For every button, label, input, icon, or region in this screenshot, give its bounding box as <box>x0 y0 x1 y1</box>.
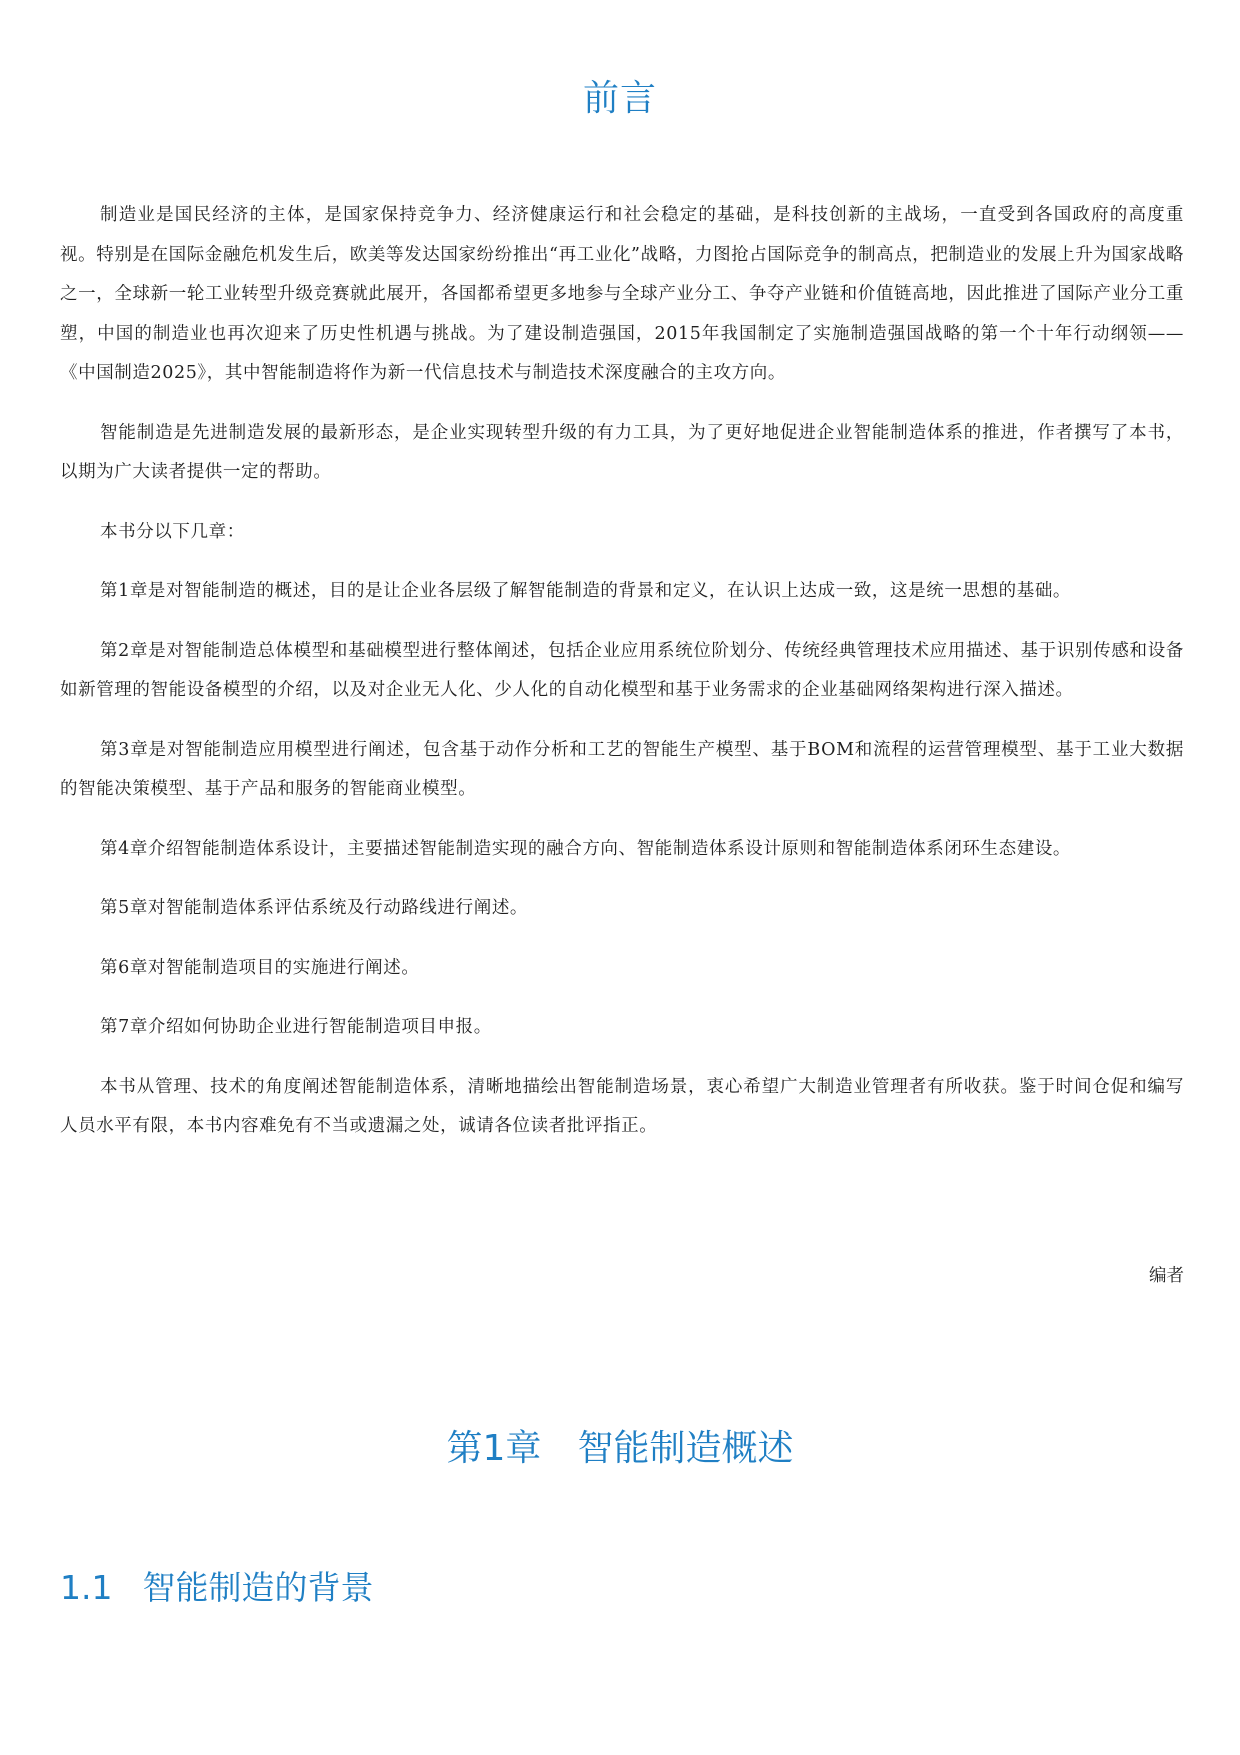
section-number: 1.1 <box>60 1568 113 1607</box>
preface-paragraph-10: 第7章介绍如何协助企业进行智能制造项目申报。 <box>100 1017 492 1037</box>
preface-paragraph-2: 智能制造是先进制造发展的最新形态，是企业实现转型升级的有力工具，为了更好地促进企业智能制造体系的推进，作者撰写了本书，以期为广大读者提供一定的帮助。 <box>60 422 1184 482</box>
chapter-number: 第1章 <box>446 1428 542 1469</box>
preface-title: 前言 <box>582 78 657 119</box>
chapter-heading <box>0 1420 1240 1471</box>
preface-paragraph-6: 第3章是对智能制造应用模型进行阐述，包含基于动作分析和工艺的智能生产模型、基于BOM和流程的运营管理模型、基于工业大数据的智能决策模型、基于产品和服务的智能商业模型。 <box>60 739 1184 799</box>
preface-paragraph-8: 第5章对智能制造体系评估系统及行动路线进行阐述。 <box>100 898 529 918</box>
preface-paragraph-7: 第4章介绍智能制造体系设计，主要描述智能制造实现的融合方向、智能制造体系设计原则和智能制造体系闭环生态建设。 <box>100 838 1072 859</box>
preface-paragraph-3: 本书分以下几章： <box>100 521 245 542</box>
preface-paragraph-11: 本书从管理、技术的角度阐述智能制造体系，清晰地描绘出智能制造场景，衷心希望广大制造业管理者有所收获。鉴于时间仓促和编写人员水平有限，本书内容难免有不当或遗漏之处，诚请各位读者批评指正。 <box>60 1076 1184 1136</box>
chapter-title: 智能制造概述 <box>577 1428 794 1469</box>
preface-paragraph-9: 第6章对智能制造项目的实施进行阐述。 <box>100 957 420 978</box>
preface-paragraph-5: 第2章是对智能制造总体模型和基础模型进行整体阐述，包括企业应用系统位阶划分、传统经典管理技术应用描述、基于识别传感和设备如新管理的智能设备模型的介绍，以及对企业无人化、少人化的自动化模型和基于业务需求的企业基础网络架构进行深入描述。 <box>60 640 1184 700</box>
section-title: 智能制造的背景 <box>142 1568 374 1607</box>
section-heading <box>60 1562 373 1609</box>
preface-body <box>60 196 1184 1167</box>
preface-signature: 编者 <box>1149 1266 1184 1286</box>
preface-paragraph-4: 第1章是对智能制造的概述，目的是让企业各层级了解智能制造的背景和定义，在认识上达成一致，这是统一思想的基础。 <box>100 581 1072 601</box>
preface-paragraph-1: 制造业是国民经济的主体，是国家保持竞争力、经济健康运行和社会稳定的基础，是科技创新的主战场，一直受到各国政府的高度重视。特别是在国际金融危机发生后，欧美等发达国家纷纷推出“再工业化”战略，力图抢占国际竞争的制高点，把制造业的发展上升为国家战略之一，全球新一轮工业转型升级竞赛就此展开，各国都希望更多地参与全球产业分工、争夺产业链和价值链高地，因此推进了国际产业分工重塑，中国的制造业也再次迎来了历史性机遇与挑战。为了建设制造强国，2015年我国制定了实施制造强国战略的第一个十年行动纲领——《中国制造2025》，其中智能制造将作为新一代信息技术与制造技术深度融合的主攻方向。 <box>60 205 1184 383</box>
